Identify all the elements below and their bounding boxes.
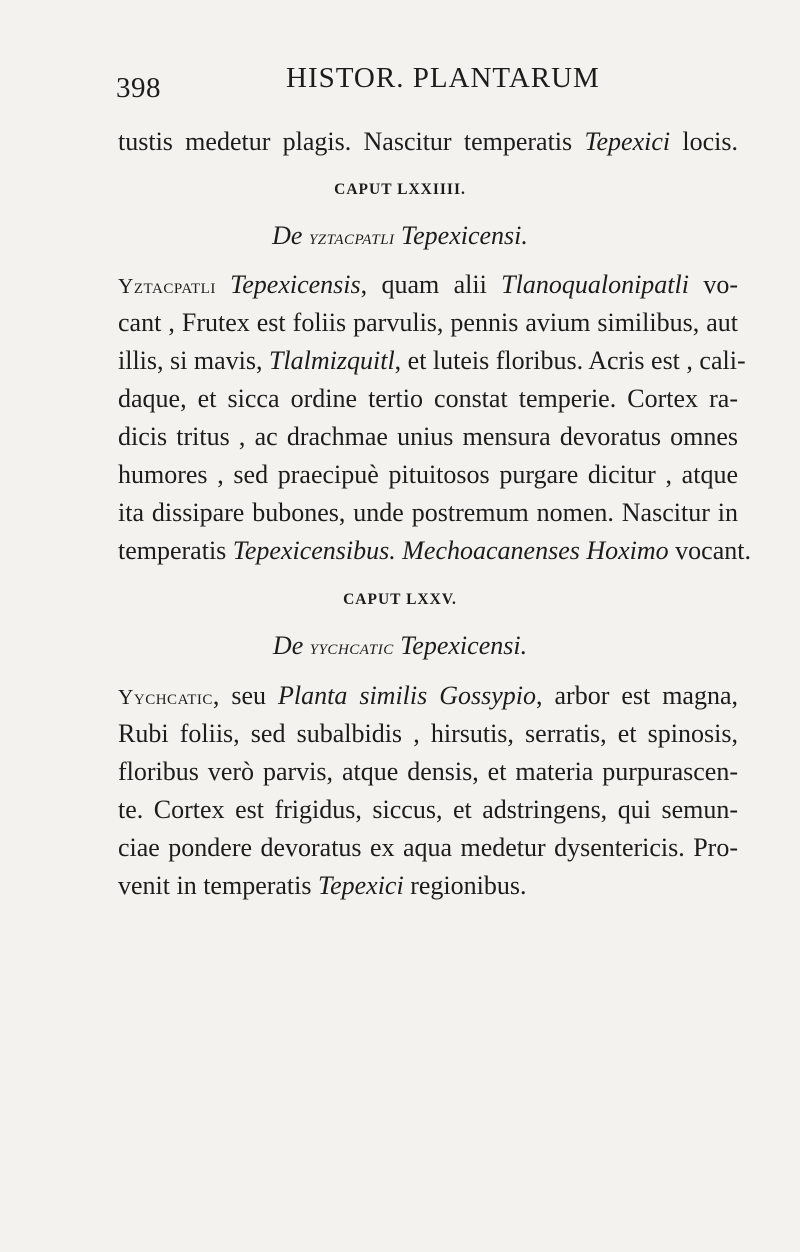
text: , et luteis floribus. Acris est , cali- — [394, 346, 746, 375]
paragraph-line — [118, 870, 738, 902]
page-number: 398 — [116, 72, 161, 104]
text: venit in temperatis — [118, 871, 319, 900]
text: , arbor est magna, — [536, 681, 738, 710]
title-name: yychcatic — [309, 635, 394, 659]
italic-text: Tepexicensibus. Mechoacanenses Hoximo — [232, 536, 669, 565]
text: vo- — [688, 270, 738, 299]
paragraph-line: floribus verò parvis, atque densis, et materia purpurascen- — [118, 757, 738, 786]
intro-italic: Tepexici — [584, 127, 671, 156]
plant-name: Yychcatic — [118, 685, 213, 709]
paragraph-line: ciae pondere devoratus ex aqua medetur dysentericis. Pro- — [118, 833, 738, 862]
plant-name: Yztacpatli — [118, 274, 216, 298]
title-de: De — [272, 631, 310, 660]
paragraph-line — [118, 680, 738, 713]
title-name: yztacpatli — [308, 225, 395, 249]
paragraph-line: cant , Frutex est foliis parvulis, pennis avium similibus, aut — [118, 308, 738, 337]
intro-text: tustis medetur plagis. Nascitur temperatis — [118, 127, 585, 156]
text: illis, si mavis, — [118, 346, 269, 375]
paragraph-line: Rubi foliis, sed subalbidis , hirsutis, serratis, et spinosis, — [118, 719, 738, 748]
italic-text: Tepexici — [318, 871, 404, 900]
paragraph-line — [118, 345, 746, 377]
paragraph-line — [118, 269, 738, 302]
text: , seu — [212, 681, 279, 710]
chapter-heading-74: CAPUT LXXIIII. — [334, 181, 466, 198]
text: , quam alii — [360, 270, 502, 299]
italic-text: Tlalmizquitl — [268, 346, 395, 375]
italic-text: Planta similis Gossypio — [278, 681, 537, 710]
intro-text-end: locis. — [670, 127, 739, 156]
paragraph-line: humores , sed praecipuè pituitosos purgare dicitur , atque — [118, 460, 738, 489]
text: regionibus. — [403, 871, 527, 900]
chapter-title-75 — [0, 631, 800, 661]
text: temperatis — [118, 536, 233, 565]
paragraph-line: ita dissipare bubones, unde postremum nomen. Nascitur in — [118, 498, 738, 527]
running-title: HISTOR. PLANTARUM — [286, 62, 600, 94]
chapter-heading-75: CAPUT LXXV. — [343, 591, 457, 608]
italic-text: Tlanoqualonipatli — [501, 270, 689, 299]
paragraph-line: dicis tritus , ac drachmae unius mensura devoratus omnes — [118, 422, 738, 451]
title-de: De — [272, 221, 309, 250]
italic-text: Tepexicensis — [215, 270, 361, 299]
paragraph-line: te. Cortex est frigidus, siccus, et adstringens, qui semun- — [118, 795, 738, 824]
text: vocant. — [668, 536, 751, 565]
title-rest: Tepexicensi. — [394, 221, 528, 250]
paragraph-line: daque, et sicca ordine tertio constat temperie. Cortex ra- — [118, 384, 738, 413]
intro-line — [118, 126, 738, 158]
chapter-title-74 — [0, 221, 800, 251]
paragraph-line — [118, 535, 751, 567]
page-header — [0, 60, 800, 110]
title-rest: Tepexicensi. — [393, 631, 528, 660]
